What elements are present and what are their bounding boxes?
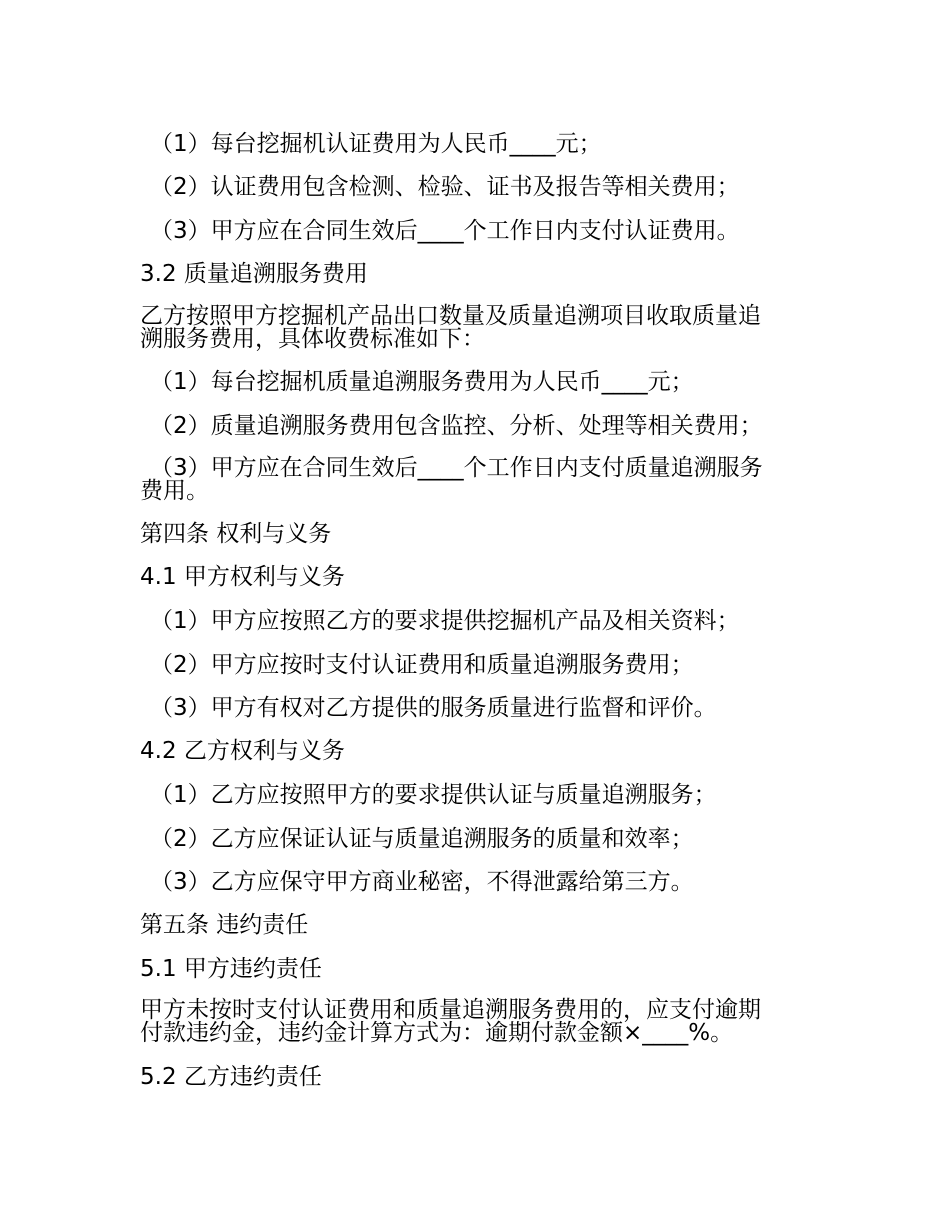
party-a-item-2: （2）甲方应按时支付认证费用和质量追溯服务费用；: [150, 652, 694, 678]
paragraph-line: 溯服务费用，具体收费标准如下：: [140, 326, 485, 352]
paragraph-traceability-intro: [140, 305, 820, 351]
section-heading-3-2: 3.2 质量追溯服务费用: [140, 261, 368, 287]
party-b-item-1: （1）乙方应按照甲方的要求提供认证与质量追溯服务；: [150, 782, 717, 808]
party-b-item-2: （2）乙方应保证认证与质量追溯服务的质量和效率；: [150, 826, 694, 852]
paragraph-line: 费用。: [140, 478, 209, 504]
paragraph-party-a-liability: [140, 999, 820, 1045]
paragraph-line: 甲方未按时支付认证费用和质量追溯服务费用的，应支付逾期: [140, 997, 761, 1023]
article-heading-5: 第五条 违约责任: [140, 912, 309, 938]
party-b-item-3: （3）乙方应保守甲方商业秘密，不得泄露给第三方。: [150, 869, 694, 895]
article-heading-4: 第四条 权利与义务: [140, 521, 332, 547]
fee-item-1: （1）每台挖掘机认证费用为人民币____元；: [150, 131, 602, 157]
paragraph-line: （3）甲方应在合同生效后____个工作日内支付质量追溯服务: [150, 455, 763, 481]
trace-item-2: （2）质量追溯服务费用包含监控、分析、处理等相关费用；: [150, 413, 763, 439]
section-heading-4-1: 4.1 甲方权利与义务: [140, 564, 345, 590]
fee-item-2: （2）认证费用包含检测、检验、证书及报告等相关费用；: [150, 174, 740, 200]
trace-item-1: （1）每台挖掘机质量追溯服务费用为人民币____元；: [150, 369, 694, 395]
fee-item-3: （3）甲方应在合同生效后____个工作日内支付认证费用。: [150, 218, 740, 244]
section-heading-5-2: 5.2 乙方违约责任: [140, 1064, 322, 1090]
section-heading-4-2: 4.2 乙方权利与义务: [140, 738, 345, 764]
paragraph-line: 付款违约金，违约金计算方式为：逾期付款金额×____%。: [140, 1020, 734, 1046]
section-heading-5-1: 5.1 甲方违约责任: [140, 956, 322, 982]
party-a-item-3: （3）甲方有权对乙方提供的服务质量进行监督和评价。: [150, 695, 717, 721]
trace-item-3: [140, 457, 820, 503]
party-a-item-1: （1）甲方应按照乙方的要求提供挖掘机产品及相关资料；: [150, 608, 740, 634]
paragraph-line: 乙方按照甲方挖掘机产品出口数量及质量追溯项目收取质量追: [140, 303, 761, 329]
